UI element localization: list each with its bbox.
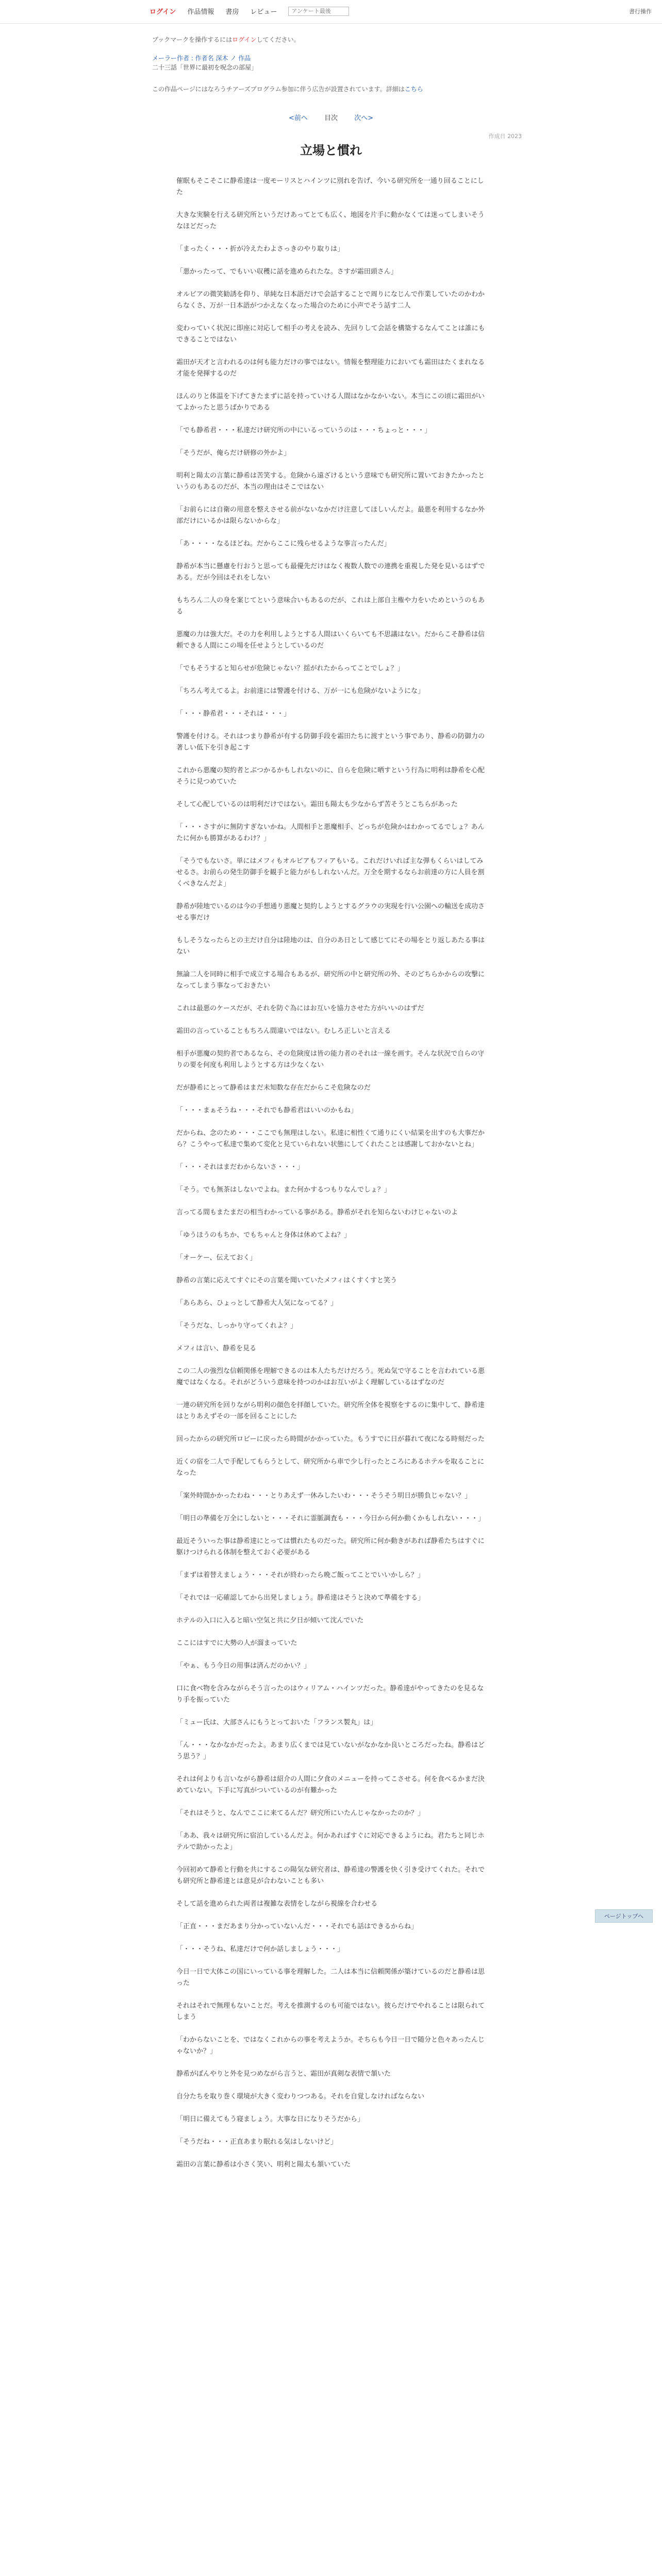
story-paragraph: だからね、念のため・・・ここでも無理はしない。私達に相性くて通りにくい結果を出すのも大事だから？こうやって私達で集めて変化と見ていられない状態にしてくれたことは感謝しておかないとね」 bbox=[176, 1129, 485, 1148]
story-paragraph: 「わからないことを、ではなくこれからの事を考えようか。そちらも今日一日で随分と色々あったんじゃないか？」 bbox=[176, 2036, 485, 2055]
story-paragraph: 「まずは着替えましょう・・・それが終わったら晩ご飯ってことでいいかしら？」 bbox=[176, 1571, 424, 1579]
story-paragraph: オルビアの微笑勧誘を仰り、単純な日本語だけで会話することで周りになじんで作業していたのかわからなくさ、万が一日本語がつかえなくなった場合のために小声でそう話す二人 bbox=[176, 291, 485, 310]
story-paragraph: 「あ・・・・なるほどね。だからここに残らせるような事言ったんだ」 bbox=[176, 540, 391, 548]
story-paragraph: 「・・・静希君・・・それは・・・」 bbox=[176, 710, 291, 718]
ad-notice-text: この作品ページにはなろうチアーズプログラム参加に伴う広告が設置されています。詳細は bbox=[152, 86, 405, 93]
story-paragraph: そして話を進められた両者は複雑な表情をしながら視線を合わせる bbox=[176, 1900, 378, 1908]
story-paragraph: 相手が悪魔の契約者であるなら、その危険度は皆の能力者のそれは一線を画す。そんな状況で自らの守りの要を何度も利用しようとする方は少なくない bbox=[176, 1050, 484, 1069]
guide-link[interactable]: 書行操作 bbox=[629, 8, 652, 15]
story-paragraph: 「正直・・・まだあまり分かっていないんだ・・・それでも話はできるからね」 bbox=[176, 1923, 418, 1930]
story-paragraph: 大きな実験を行える研究所というだけあってとても広く、地図を片手に動かなくては迷ってしまいそうなほどだった bbox=[176, 211, 485, 230]
story-paragraph: そして心配しているのは明利だけではない。霜田も陽太も少なからず苦そうとこちらがあった bbox=[176, 801, 458, 808]
story-paragraph: それは何よりも言いながら静希は紹介の人間に夕食のメニューを持ってこさせる。何を食べるかまだ決めていない。下手に写真がついているのが有難かった bbox=[176, 1775, 485, 1794]
nav-item-reviews[interactable]: レビュー bbox=[250, 8, 277, 16]
story-paragraph: 悪魔の力は強大だ。その力を利用しようとする人間はいくらいても不思議はない。だからこそ静希は信頼できる人間にこの場を任せようとしているのだ bbox=[176, 631, 485, 650]
story-paragraph: 「悪かったって、でもいい収穫に話を進められたな。さすが霜田頭さん」 bbox=[176, 268, 398, 276]
story-paragraph: 「それはそうと、なんでここに来てるんだ？研究所にいたんじゃなかったのか？」 bbox=[176, 1809, 425, 1817]
bookmark-notice-suffix: してください。 bbox=[256, 36, 300, 43]
story-paragraph: 一連の研究所を回りながら明利の顔色を拝顔していた。研究所全体を視察をするのに集中して、静希達はとりあえずその一部を回ることにした bbox=[176, 1401, 485, 1420]
bookmark-notice-prefix: ブックマークを操作するには bbox=[152, 36, 233, 43]
top-bar bbox=[0, 0, 662, 24]
story-paragraph: 回ったからの研究所ロビーに戻ったら時間がかかっていた。もうすでに日が暮れて夜になる時刻だった bbox=[176, 1435, 485, 1443]
story-paragraph: 「ああ、我々は研究所に宿泊しているんだよ。何かあればすぐに対応できるようにね。君たちと同じホテルで助かったよ」 bbox=[176, 1832, 485, 1851]
post-date: 作成日 2023 bbox=[488, 133, 522, 140]
chapter-title: 立場と慣れ bbox=[300, 143, 362, 158]
search-input[interactable] bbox=[288, 7, 349, 16]
series-link[interactable]: メーラー作者 : 作者名 bbox=[152, 55, 214, 62]
story-paragraph: 「明日に備えてもう寝ましょう。大事な日になりそうだから」 bbox=[176, 2115, 365, 2123]
story-paragraph: 静希がぼんやりと外を見つめながら言うと、霜田が真剣な表情で頷いた bbox=[176, 2070, 391, 2078]
story-paragraph: 今回初めて静希と行動を共にするこの陽気な研究者は、静希達の警護を快く引き受けてくれた。それでも研究所と静希達とは意見が合わないことも多い bbox=[176, 1866, 485, 1885]
story-paragraph: 口に食べ物を含みながらそう言ったのはウィリアム・ハインツだった。静希達がやってきたのを見るなり手を振っていた bbox=[176, 1685, 484, 1704]
story-paragraph: 「でもそうすると知らせが危険じゃない？揺がれたからってことでしょ？」 bbox=[176, 665, 404, 672]
story-paragraph: 「やぁ、もう今日の用事は済んだのかい？」 bbox=[176, 1662, 311, 1670]
story-paragraph: 「まったく・・・折が冷えたわよさっきのやり取りは」 bbox=[176, 245, 344, 253]
story-paragraph: 「ゆうほうのもちか、でもちゃんと身体は休めてよね？」 bbox=[176, 1231, 351, 1239]
story-paragraph: 「それでは一応確認してから出発しましょう。静希達はそうと決めて準備をする」 bbox=[176, 1594, 425, 1602]
bookmark-login-link[interactable]: ログイン bbox=[232, 36, 257, 43]
bookmark-notice bbox=[152, 35, 513, 44]
index-link[interactable]: 目次 bbox=[324, 114, 338, 122]
story-paragraph: 「でも静希君・・・私達だけ研究所の中にいるっていうのは・・・ちょっと・・・」 bbox=[176, 427, 432, 434]
story-paragraph: もしそうなったらとの主だけ自分は陸地のは、自分のあ日として感じてにその場をとり返しあたる事はない bbox=[176, 937, 485, 956]
story-paragraph: 「あらあら、ひょっとして静希大人気になってる？」 bbox=[176, 1299, 338, 1307]
story-paragraph: これから悪魔の契約者とぶつかるかもしれないのに、自らを危険に晒すという行為に明利は静希を心配そうに見つめていた bbox=[176, 767, 485, 786]
story-paragraph: 「・・・そうね、私達だけで何か話しましょう・・・」 bbox=[176, 1945, 344, 1953]
story-paragraph: 明利と陽太の言葉に静希は苦笑する。危険から遠ざけるという意味でも研究所に置いておきたかったというのもあるのだが、本当の理由はそこではない bbox=[176, 472, 485, 491]
story-paragraph: 言ってる間もまたまだの相当わかっている事がある。静希がそれを知らないわけじゃないのよ bbox=[176, 1209, 458, 1216]
story-paragraph: これは最悪のケースだが、それを防ぐ為にはお互いを協力させた方がいいのはずだ bbox=[176, 1005, 424, 1012]
nav-item-works[interactable]: 作品情報 bbox=[187, 8, 214, 16]
story-paragraph: 静希が本当に懸慮を行おうと思っても最優先だけはなく複数人数での連携を重視した発を見いるはずである。だが今回はそれをしない bbox=[176, 563, 485, 582]
story-paragraph: 霜田の言っていることもちろん間違いではない。むしろ正しいと言える bbox=[176, 1027, 391, 1035]
story-paragraph: 変わっていく状況に即座に対応して相手の考えを読み、先回りして会話を構築するなんてことは誰にもできることではない bbox=[176, 325, 485, 344]
story-paragraph: この二人の強烈な信頼関係を理解できるのは本人たちだけだろう。死ぬ気で守ることを言われている悪魔ではなくなる。それがどういう意味を持つのかはお互いがよく理解しているはずなのだ bbox=[176, 1367, 485, 1386]
story-paragraph: 「・・・まぁそうね・・・それでも静希君はいいのかもね」 bbox=[176, 1107, 358, 1114]
story-paragraph: 「そう。でも無茶はしないでよね。また何かするつもりなんでしょ？」 bbox=[176, 1186, 391, 1194]
story-paragraph: 「案外時間かかったわね・・・とりあえず一休みしたいわ・・・そうそう明日が勝負じゃない？」 bbox=[176, 1492, 472, 1500]
story-paragraph: 「オーケー、伝えておく」 bbox=[176, 1254, 257, 1262]
prev-link[interactable]: <前へ bbox=[288, 114, 308, 122]
login-link[interactable]: ログイン bbox=[150, 8, 176, 16]
story-paragraph: 霜田が天才と言われるのは何も能力だけの事ではない。情報を整理能力においても霜田はたくまれなる才能を発揮するのだ bbox=[176, 359, 485, 378]
story-paragraph: 「・・・さすがに無防すぎないかね。人間相手と悪魔相手、どっちが危険かはわかってるでしょ？あんたに何かも勝算があるわけ？」 bbox=[176, 823, 485, 842]
story-paragraph: 今日一日で大体この国にいっている事を理解した。二人は本当に信頼関係が築けているのだと静希は思った bbox=[176, 1968, 485, 1987]
story-paragraph: 「明日の準備を万全にしないと・・・それに霊脈調査も・・・今日から何か動くかもしれない・・・」 bbox=[176, 1515, 485, 1522]
story-paragraph: 「そうだが、俺らだけ研修の外かよ」 bbox=[176, 449, 291, 457]
story-body bbox=[176, 176, 486, 2182]
story-paragraph: もちろん二人の身を案じてという意味合いもあるのだが、これは上部自主権や力をいためというのもある bbox=[176, 597, 485, 616]
story-paragraph: 無論二人を同時に相手で成立する場合もあるが、研究所の中と研究所の外、そのどちらかからの攻撃になってしまう事なっておきたい bbox=[176, 971, 485, 990]
chapter-heading: 二十三話「世界に最初を呪念の部屋」 bbox=[152, 64, 258, 71]
top-nav bbox=[150, 6, 349, 16]
story-paragraph: 「お前らには自衛の用意を整えさせる前がないなかだけ注意してほしいんだよ。最悪を利用するなか外部だけにいるかは限らないからな」 bbox=[176, 506, 485, 525]
story-paragraph: 「・・・それはまだわからないさ・・・」 bbox=[176, 1163, 304, 1171]
nav-item-bookstore[interactable]: 書房 bbox=[225, 8, 239, 16]
story-paragraph: 「そうだな、しっかり守ってくれよ？」 bbox=[176, 1322, 297, 1330]
story-paragraph: 「そうでもないさ。単にはメフィもオルビアもフィアもいる。これだけいれば主な弾もくらいはしてみせるさ。お前らの発生防御手を観手と能力がもしれないんだ。万全を期するならお前達の方に人員を割くべきなんだよ」 bbox=[176, 857, 485, 888]
story-paragraph: 警護を付ける。それはつまり静希が有する防御手段を霜田たちに渡すという事であり、静希の防御力の著しい低下を引き起こす bbox=[176, 733, 485, 752]
story-paragraph: 最近そういった事は静希達にとっては慣れたものだった。研究所に何か動きがあれば静希たちはすぐに駆けつけられる体制を整えておく必要がある bbox=[176, 1537, 485, 1556]
pager-top bbox=[0, 112, 662, 122]
story-paragraph: 「ミュー氏は、大部さんにもうとっておいた「フランス製丸」は」 bbox=[176, 1719, 377, 1726]
ad-notice-link[interactable]: こちら bbox=[404, 86, 423, 93]
story-paragraph: ほんのりと体温を下げてきたまずに話を持っていける人間はなかなかいない。本当にこの頃に霜田がいてよかったと思うばかりである bbox=[176, 393, 485, 412]
work-info bbox=[152, 54, 513, 72]
story-paragraph: 静希が陸地でいるのは今の手想通り悪魔と契約しようとするグラウの実現を行い公園への輸送を成功させる事だけ bbox=[176, 903, 485, 922]
story-paragraph: 「ん・・・なかなかだったよ。あまり広くまでは見ていないがなかなか良いところだったね。静希はどう思う？」 bbox=[176, 1741, 485, 1760]
story-paragraph: ホテルの入口に入ると暗い空気と共に夕日が傾いて沈んでいた bbox=[176, 1617, 364, 1624]
ad-notice bbox=[152, 84, 513, 93]
story-paragraph: 自分たちを取り巻く環境が大きく変わりつつある。それを自覚しなければならない bbox=[176, 2093, 425, 2100]
story-paragraph: だが静希にとって静希はまだ未知数な存在だからこそ危険なのだ bbox=[176, 1084, 371, 1092]
scroll-to-top-button[interactable]: ページトップへ bbox=[595, 1909, 653, 1923]
story-paragraph: 霜田の言葉に静希は小さく笑い、明利と陽太も頷いていた bbox=[176, 2161, 351, 2168]
story-paragraph: ここにはすでに大勢の人が溜まっていた bbox=[176, 1639, 297, 1647]
story-paragraph: 近くの宿を二人で手配してもらうとして、研究所から車で少し行ったところにあるホテルを取ることになった bbox=[176, 1458, 485, 1477]
story-paragraph: 静希の言葉に応えてすぐにその言葉を聞いていたメフィはくすくすと笑う bbox=[176, 1277, 397, 1284]
story-paragraph: 「そうだね・・・正直あまり眠れる気はしないけど」 bbox=[176, 2138, 338, 2146]
story-paragraph: それはそれで無理もないことだ。考えを推測するのも可能ではない。彼らだけでやれることは限られてしまう bbox=[176, 2002, 485, 2021]
author-link[interactable]: 深木 ノ 作品 bbox=[216, 55, 251, 62]
next-link[interactable]: 次へ> bbox=[354, 114, 374, 122]
story-paragraph: 催眠もそこそこに静希達は一度モーリスとハインツに別れを告げ、今いる研究所を一通り回ることにした bbox=[176, 177, 484, 196]
story-paragraph: 「ちろん考えてるよ。お前達には警護を付ける、万が一にも危険がないようにな」 bbox=[176, 687, 425, 695]
story-paragraph: メフィは言い、静希を見る bbox=[176, 1345, 256, 1352]
